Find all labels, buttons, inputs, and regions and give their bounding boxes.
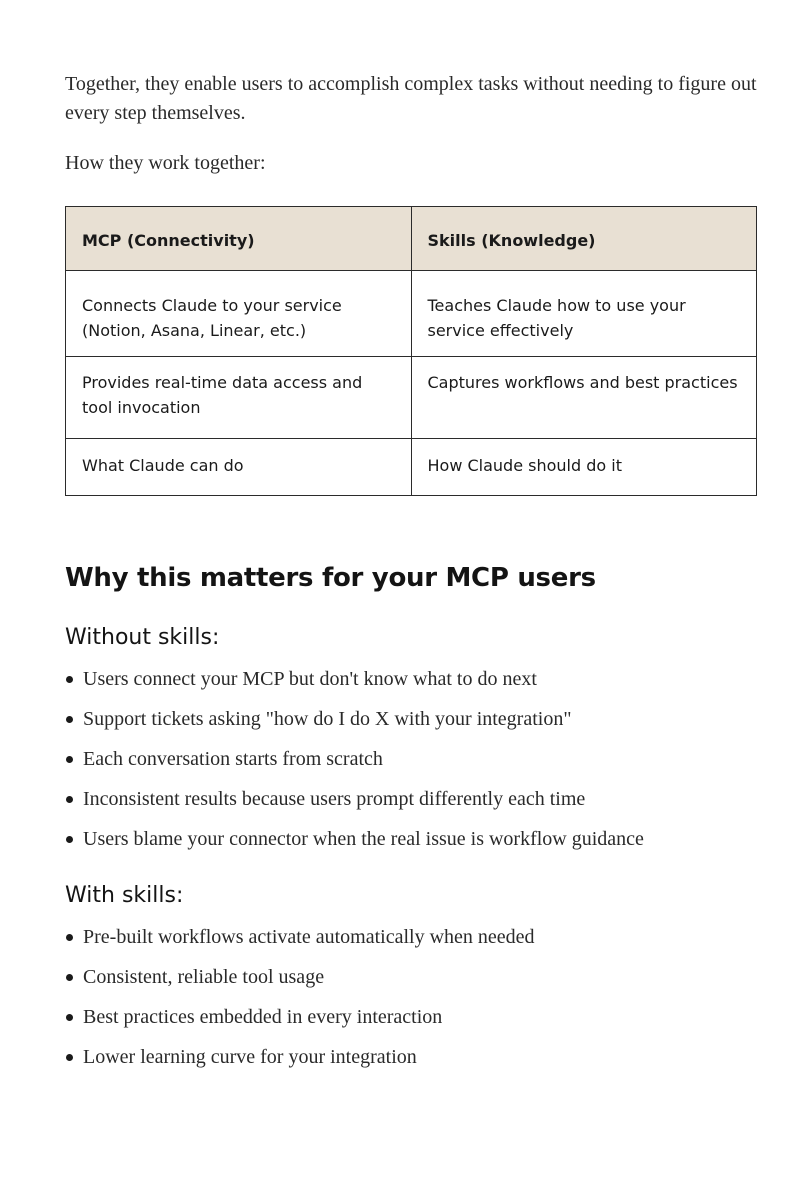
table-row: [66, 271, 757, 357]
table-cell: Provides real-time data access and tool invocation: [66, 357, 412, 439]
without-skills-list: [65, 665, 757, 865]
bullet-icon: [66, 756, 73, 763]
list-item-text: Pre-built workflows activate automatically when needed: [83, 926, 535, 948]
section-title: Why this matters for your MCP users: [65, 563, 596, 593]
list-item: [65, 923, 757, 963]
table-cell: Teaches Claude how to use your service effectively: [411, 271, 757, 357]
bullet-icon: [66, 796, 73, 803]
list-item: [65, 1003, 757, 1043]
bullet-icon: [66, 974, 73, 981]
bullet-icon: [66, 934, 73, 941]
table-row: [66, 439, 757, 496]
list-item: [65, 963, 757, 1003]
list-item: [65, 705, 757, 745]
list-item: [65, 825, 757, 865]
with-skills-list: [65, 923, 757, 1083]
list-item-text: Lower learning curve for your integration: [83, 1046, 417, 1068]
bullet-icon: [66, 716, 73, 723]
with-skills-heading: With skills:: [65, 883, 184, 908]
bullet-icon: [66, 676, 73, 683]
list-item: [65, 785, 757, 825]
list-item-text: Inconsistent results because users prompt differently each time: [83, 788, 586, 810]
table-cell: Captures workflows and best practices: [411, 357, 757, 439]
table-cell: How Claude should do it: [411, 439, 757, 496]
list-item: [65, 1043, 757, 1083]
list-item-text: Support tickets asking "how do I do X with your integration": [83, 708, 572, 730]
without-skills-heading: Without skills:: [65, 625, 220, 650]
table-row: [66, 357, 757, 439]
bullet-icon: [66, 1014, 73, 1021]
bullet-icon: [66, 836, 73, 843]
list-item-text: Best practices embedded in every interaction: [83, 1006, 443, 1028]
list-item: [65, 745, 757, 785]
intro-paragraph: Together, they enable users to accomplish complex tasks without needing to figure out every step themselves.: [65, 73, 757, 124]
list-item-text: Users connect your MCP but don't know what to do next: [83, 668, 537, 690]
list-item: [65, 665, 757, 705]
comparison-table: [65, 206, 757, 496]
how-they-work-label: How they work together:: [65, 152, 266, 174]
table-cell: Connects Claude to your service (Notion, Asana, Linear, etc.): [66, 271, 412, 357]
bullet-icon: [66, 1054, 73, 1061]
list-item-text: Consistent, reliable tool usage: [83, 966, 325, 988]
header-skills: Skills (Knowledge): [411, 207, 757, 271]
list-item-text: Each conversation starts from scratch: [83, 748, 383, 770]
table-cell: What Claude can do: [66, 439, 412, 496]
list-item-text: Users blame your connector when the real issue is workflow guidance: [83, 828, 644, 850]
table-header-row: [66, 207, 757, 271]
header-mcp: MCP (Connectivity): [66, 207, 412, 271]
